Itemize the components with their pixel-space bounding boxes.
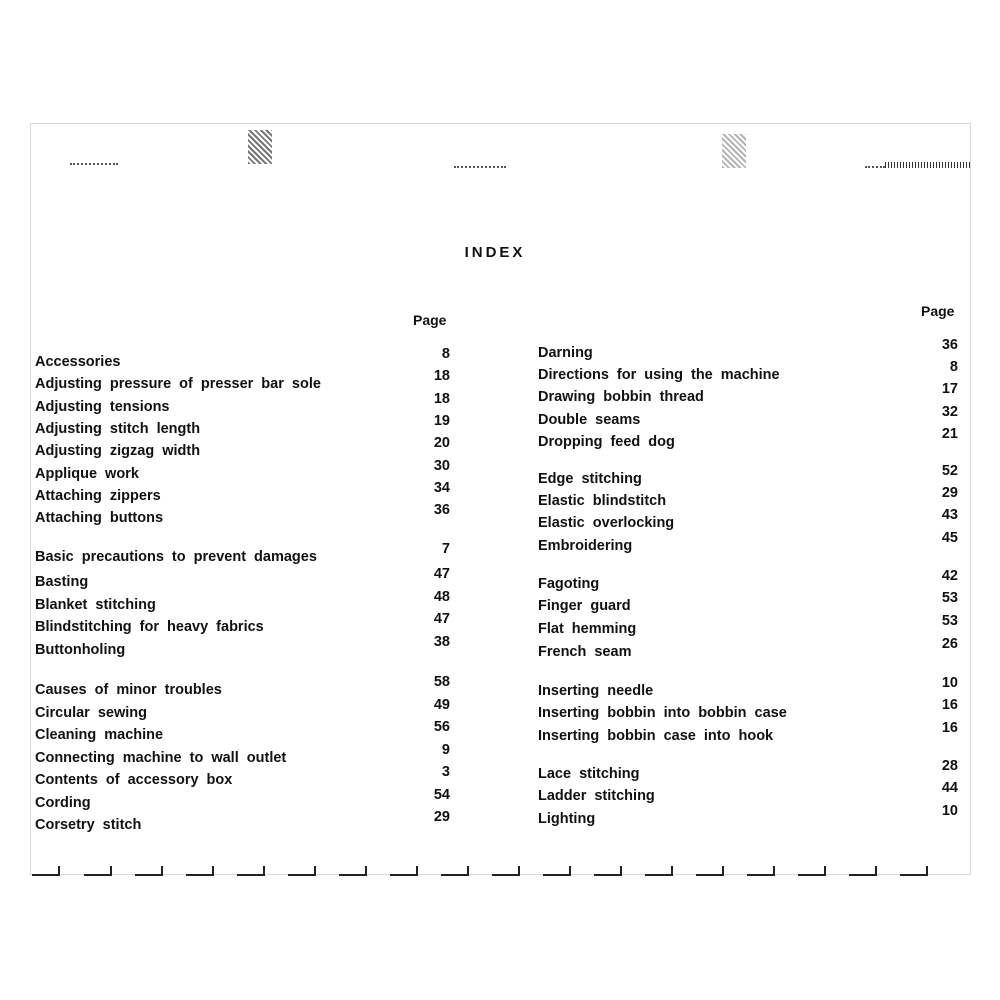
index-entry: Attaching zippers 34 — [35, 480, 450, 504]
dot-line — [454, 166, 506, 170]
index-entry: French seam 26 — [538, 636, 958, 660]
binding-mark — [32, 866, 60, 876]
index-entry: Applique work 30 — [35, 458, 450, 482]
index-entry: Blanket stitching 48 — [35, 589, 450, 613]
binding-mark — [747, 866, 775, 876]
binding-mark — [390, 866, 418, 876]
index-entry: Lighting 10 — [538, 803, 958, 827]
index-entry: Edge stitching 52 — [538, 463, 958, 487]
index-entry: Adjusting tensions 18 — [35, 391, 450, 415]
binding-mark — [645, 866, 673, 876]
index-entry: Elastic blindstitch 29 — [538, 485, 958, 509]
index-entry: Dropping feed dog 21 — [538, 426, 958, 450]
index-entry: Flat hemming 53 — [538, 613, 958, 637]
index-entry: Fagoting 42 — [538, 568, 958, 592]
index-entry: Connecting machine to wall outlet 9 — [35, 742, 450, 766]
index-entry: Embroidering 45 — [538, 530, 958, 554]
index-entry: Cording 54 — [35, 787, 450, 811]
page-column-header: Page — [413, 312, 447, 328]
binding-mark — [186, 866, 214, 876]
index-entry: Inserting needle 10 — [538, 675, 958, 699]
binding-holes-strip — [30, 858, 971, 878]
index-entry: Elastic overlocking 43 — [538, 507, 958, 531]
index-entry: Circular sewing 49 — [35, 697, 450, 721]
binding-mark — [135, 866, 163, 876]
zigzag-edge — [885, 162, 970, 168]
index-entry: Adjusting zigzag width 20 — [35, 435, 450, 459]
page-title: INDEX — [464, 244, 526, 261]
index-entry: Inserting bobbin case into hook 16 — [538, 720, 958, 744]
dot-line — [865, 166, 885, 170]
index-entry: Corsetry stitch 29 — [35, 809, 450, 833]
index-entry: Attaching buttons 36 — [35, 502, 450, 526]
index-entry: Inserting bobbin into bobbin case 16 — [538, 697, 958, 721]
binding-mark — [900, 866, 928, 876]
index-entry: Blindstitching for heavy fabrics 47 — [35, 611, 450, 635]
index-entry: Adjusting pressure of presser bar sole 18 — [35, 368, 450, 392]
binding-mark — [696, 866, 724, 876]
index-entry: Directions for using the machine 8 — [538, 359, 958, 383]
binding-mark — [441, 866, 469, 876]
index-entry: Darning 36 — [538, 337, 958, 361]
binding-mark — [594, 866, 622, 876]
index-entry: Lace stitching 28 — [538, 758, 958, 782]
scan-smudge — [722, 134, 746, 168]
page-column-header: Page — [921, 303, 955, 319]
binding-mark — [288, 866, 316, 876]
index-entry: Finger guard 53 — [538, 590, 958, 614]
index-entry: Basting 47 — [35, 566, 450, 590]
index-entry: Causes of minor troubles 58 — [35, 674, 450, 698]
index-entry: Adjusting stitch length 19 — [35, 413, 450, 437]
index-entry: Ladder stitching 44 — [538, 780, 958, 804]
binding-mark — [84, 866, 112, 876]
dot-line — [70, 163, 118, 167]
binding-mark — [798, 866, 826, 876]
scan-smudge — [248, 130, 272, 164]
index-entry: Cleaning machine 56 — [35, 719, 450, 743]
binding-mark — [237, 866, 265, 876]
index-entry: Drawing bobbin thread 17 — [538, 381, 958, 405]
index-entry: Double seams 32 — [538, 404, 958, 428]
binding-mark — [492, 866, 520, 876]
binding-mark — [543, 866, 571, 876]
index-entry: Contents of accessory box 3 — [35, 764, 450, 788]
index-entry: Basic precautions to prevent damages 7 — [35, 541, 450, 565]
index-entry: Accessories 8 — [35, 346, 450, 370]
index-entry: Buttonholing 38 — [35, 634, 450, 658]
binding-mark — [849, 866, 877, 876]
binding-mark — [339, 866, 367, 876]
top-scan-artifacts — [30, 130, 971, 190]
